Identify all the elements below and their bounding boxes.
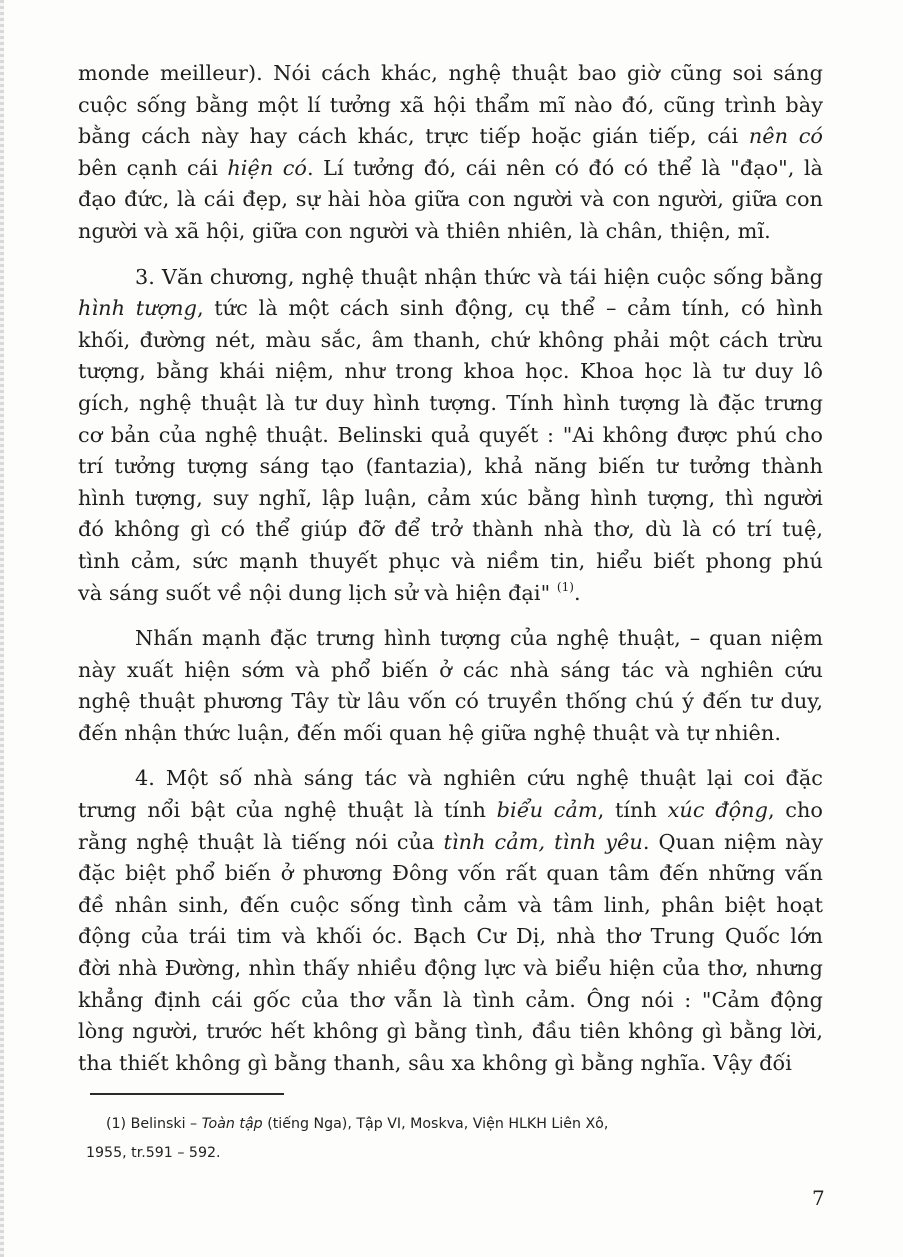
text-run: khối, đường nét, màu sắc, âm thanh, chứ không phải một cách trừu xyxy=(78,327,823,352)
text-line xyxy=(78,121,823,153)
text-run: hình tượng, suy nghĩ, lập luận, cảm xúc bằng hình tượng, thì người xyxy=(78,485,823,510)
text-line xyxy=(78,293,823,325)
text-run: bằng cách này hay cách khác, trực tiếp hoặc gián tiếp, cái xyxy=(78,124,749,149)
text-line xyxy=(78,262,823,294)
text-run: cuộc sống bằng một lí tưởng xã hội thẩm mĩ nào đó, cũng trình bày xyxy=(78,92,823,117)
scan-edge xyxy=(0,0,4,1257)
text-run: cơ bản của nghệ thuật. Belinski quả quyết : "Ai không được phú cho xyxy=(78,422,823,447)
footnote-line-1 xyxy=(106,1110,828,1139)
text-line xyxy=(78,953,823,985)
text-run: , tức là một cách sinh động, cụ thể – cảm tính, có hình xyxy=(196,296,823,321)
text-run: này xuất hiện sớm và phổ biến ở các nhà sáng tác và nghiên cứu xyxy=(78,657,823,682)
text-line xyxy=(78,420,823,452)
body-text xyxy=(78,58,823,1079)
text-line xyxy=(78,325,823,357)
text-run: người và xã hội, giữa con người và thiên nhiên, là chân, thiện, mĩ. xyxy=(78,218,771,243)
italic-term: biểu cảm xyxy=(496,798,598,823)
text-run: , tính xyxy=(597,798,668,823)
footnote xyxy=(86,1110,828,1168)
text-line xyxy=(78,514,823,546)
footnote-reference: (1) xyxy=(556,579,575,594)
text-line xyxy=(78,483,823,515)
text-run: đề nhân sinh, đến cuộc sống tình cảm và tâm linh, phân biệt hoạt xyxy=(78,892,823,917)
text-run: và sáng suốt về nội dung lịch sử và hiện đại" xyxy=(78,580,557,605)
paragraph-ideal xyxy=(78,58,823,248)
text-run: , cho xyxy=(767,798,823,823)
text-run: . Quan niệm này xyxy=(642,829,823,854)
italic-term: hình tượng xyxy=(78,296,197,321)
paragraph-expressive xyxy=(78,763,823,1079)
text-line xyxy=(78,890,823,922)
text-line xyxy=(78,686,823,718)
footnote-author: Belinski – xyxy=(130,1116,202,1132)
text-line xyxy=(78,1048,823,1080)
text-run: monde meilleur). Nói cách khác, nghệ thuật bao giờ cũng soi sáng xyxy=(78,61,823,85)
text-line xyxy=(78,216,823,248)
text-run: đặc biệt phổ biến ở phương Đông vốn rất quan tâm đến những vấn xyxy=(78,861,823,886)
text-run: đời nhà Đường, nhìn thấy nhiều động lực và biểu hiện của thơ, nhưng xyxy=(78,956,823,981)
text-line xyxy=(78,58,823,90)
text-line xyxy=(78,451,823,483)
text-run: động của trái tim và khối óc. Bạch Cư Dị, nhà thơ Trung Quốc lớn xyxy=(78,924,823,949)
text-run: tha thiết không gì bằng thanh, sâu xa không gì bằng nghĩa. Vậy đối xyxy=(78,1050,792,1075)
footnote-title: Toàn tập xyxy=(201,1116,263,1132)
italic-term: xúc động xyxy=(667,798,768,823)
text-run: lòng người, trước hết không gì bằng tình, đầu tiên không gì bằng lời, xyxy=(78,1019,823,1044)
text-run: 3. Văn chương, nghệ thuật nhận thức và tái hiện cuộc sống bằng xyxy=(135,264,823,289)
text-run: đạo đức, là cái đẹp, sự hài hòa giữa con người và con người, giữa con xyxy=(78,187,823,212)
text-run: nghệ thuật phương Tây từ lâu vốn có truyền thống chú ý đến tư duy, xyxy=(78,689,823,714)
text-line xyxy=(78,90,823,122)
text-line xyxy=(78,827,823,859)
footnote-divider xyxy=(90,1093,284,1095)
text-line xyxy=(78,985,823,1017)
text-run: . xyxy=(574,580,581,605)
footnote-line-2: 1955, tr.591 – 592. xyxy=(86,1145,221,1161)
text-line xyxy=(78,718,823,750)
text-run: rằng nghệ thuật là tiếng nói của xyxy=(78,829,444,854)
text-run: khẳng định cái gốc của thơ vẫn là tình cảm. Ông nói : "Cảm động xyxy=(78,987,823,1012)
text-run: 4. Một số nhà sáng tác và nghiên cứu nghệ thuật lại coi đặc xyxy=(135,766,823,791)
paragraph-image xyxy=(78,262,823,610)
text-line xyxy=(78,578,823,610)
text-line xyxy=(78,921,823,953)
text-run: đó không gì có thể giúp đỡ để trở thành nhà thơ, dù là có trí tuệ, xyxy=(78,517,823,542)
footnote-details: (tiếng Nga), Tập VI, Moskva, Viện HLKH Liên Xô, xyxy=(262,1116,609,1132)
footnote-marker: (1) xyxy=(106,1116,127,1132)
italic-term: tình cảm, tình yêu xyxy=(443,829,643,854)
italic-term: nên có xyxy=(748,124,823,149)
text-run: tượng, bằng khái niệm, như trong khoa học. Khoa học là tư duy lô xyxy=(78,359,823,384)
text-run: đến nhận thức luận, đến mối quan hệ giữa nghệ thuật và tự nhiên. xyxy=(78,720,781,745)
text-line xyxy=(78,623,823,655)
text-line xyxy=(78,858,823,890)
italic-term: hiện có xyxy=(227,155,307,180)
text-run: bên cạnh cái xyxy=(78,155,228,180)
text-line xyxy=(78,546,823,578)
text-run: . Lí tưởng đó, cái nên có đó có thể là "đạo", là xyxy=(307,155,824,180)
text-line xyxy=(78,763,823,795)
text-run: Nhấn mạnh đặc trưng hình tượng của nghệ thuật, – quan niệm xyxy=(135,626,823,651)
text-line xyxy=(78,356,823,388)
paragraph-western-view xyxy=(78,623,823,749)
text-run: tình cảm, sức mạnh thuyết phục và niềm tin, hiểu biết phong phú xyxy=(78,548,823,573)
text-line xyxy=(78,184,823,216)
text-line xyxy=(78,795,823,827)
text-line xyxy=(78,1016,823,1048)
page-number: 7 xyxy=(812,1186,825,1210)
text-line xyxy=(78,655,823,687)
text-line xyxy=(78,388,823,420)
text-line xyxy=(78,153,823,185)
text-run: trưng nổi bật của nghệ thuật là tính xyxy=(78,798,497,823)
text-run: gích, nghệ thuật là tư duy hình tượng. Tính hình tượng là đặc trưng xyxy=(78,390,823,415)
text-run: trí tưởng tượng sáng tạo (fantazia), khả năng biến tư tưởng thành xyxy=(78,454,823,479)
